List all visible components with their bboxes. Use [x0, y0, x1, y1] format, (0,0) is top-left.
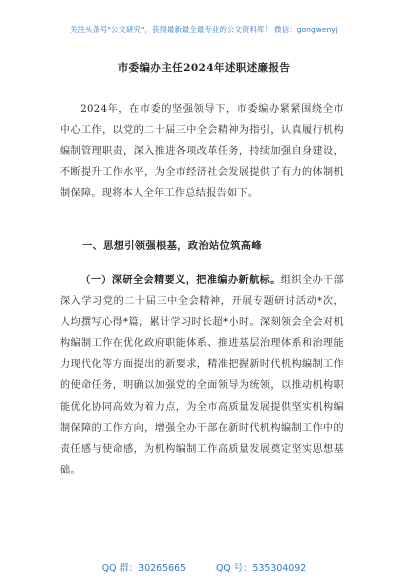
- intro-paragraph: 2024年，在市委的坚强领导下，市委编办紧紧围绕全市中心工作，以党的二十届三中全会精神为指引，认真履行机构编制管理职责，深入推进各项改革任务，持续加强自身建设，不断提升工作水平，为全市经济社会发展提供了有力的体制机制保障。现将本人全年工作总结报告如下。: [60, 104, 344, 200]
- section-heading: 一、思想引领强根基，政治站位筑高峰: [82, 240, 262, 252]
- footer-qq-number: QQ 号：535304092: [216, 563, 307, 574]
- header-banner: 关注头条号"公文研究"，获得最新最全最专业的公文资料库！ 微信：gongwenyj: [70, 25, 338, 34]
- subsection-body: 组织全办干部深入学习党的二十届三中全会精神，开展专题研讨活动*次，人均撰写心得*篇，累计学习时长超*小时。深刻领会全会对机构编制工作在优化政府职能体系、推进基层治理体系和治理能力现代化等方面提出的新要求，精准把握新时代机构编制工作的使命任务，明确以加强党的全面领导为统领，以推动机构职能优化协同高效为着力点，为全市高质量发展提供坚实机构编制保障的工作方向，增强全办干部在新时代机构编制工作中的责任感与使命感，为机构编制工作高质量发展奠定坚实思想基础。: [60, 275, 344, 476]
- subsection-heading: （一）深研全会精要义，把准编办新航标。: [80, 275, 281, 286]
- footer-bar: [0, 560, 408, 574]
- footer-qq-group: QQ 群：30265665: [101, 563, 187, 574]
- body-paragraph: [60, 270, 344, 481]
- page-title: 市委编办主任2024年述职述廉报告: [117, 62, 291, 74]
